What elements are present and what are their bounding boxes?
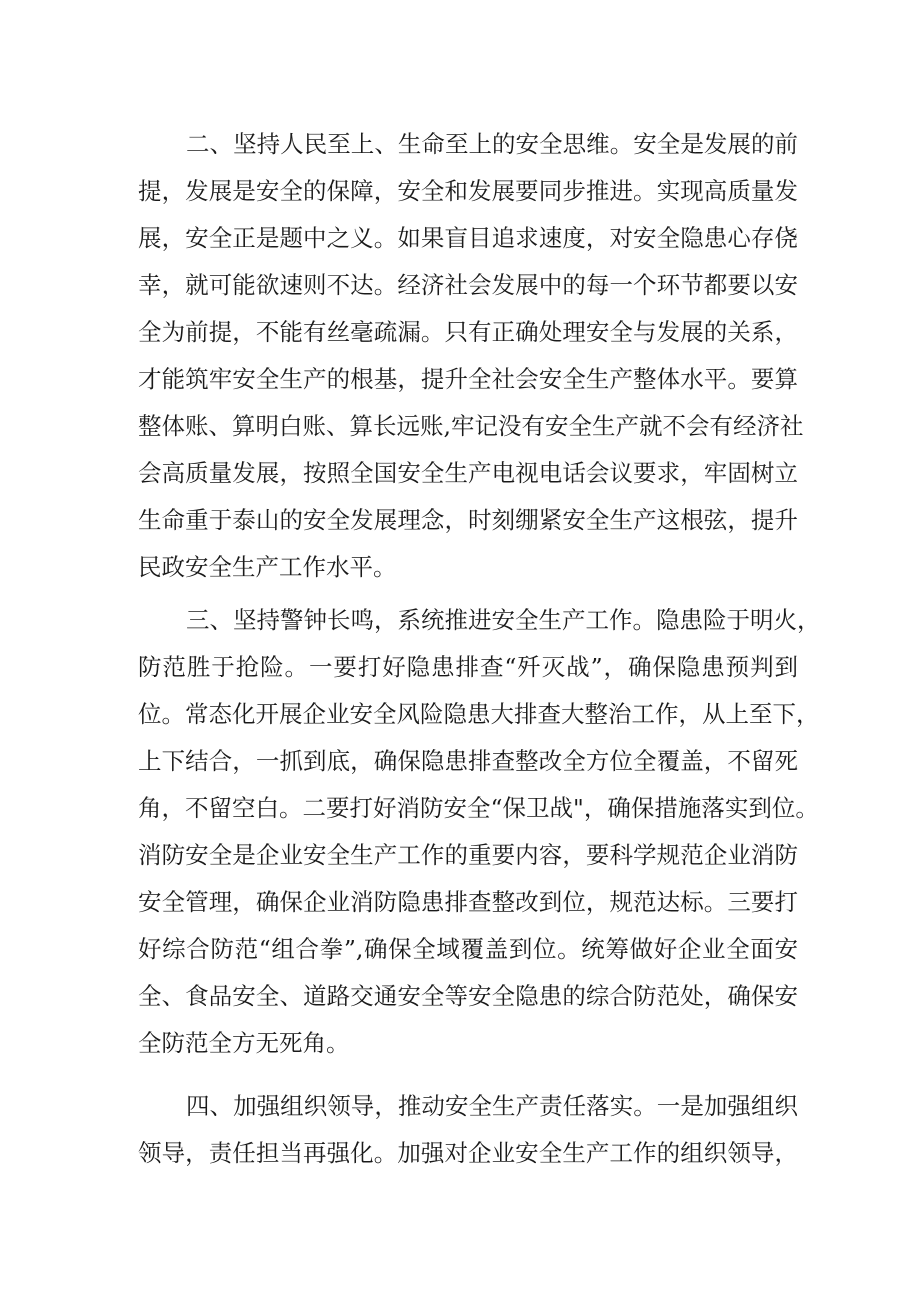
text-line: 全、食品安全、道路交通安全等安全隐患的综合防范处，确保安 [138, 982, 798, 1010]
text-line: 好综合防范“组合拳”,确保全域覆盖到位。统筹做好企业全面安 [138, 935, 798, 963]
text-line: 领导，责任担当再强化。加强对企业安全生产工作的组织领导， [138, 1139, 798, 1167]
paragraph-3 [138, 597, 821, 1067]
text-line: 消防安全是企业安全生产工作的重要内容，要科学规范企业消防 [138, 841, 798, 869]
text-line: 安全管理，确保企业消防隐患排查整改到位，规范达标。三要打 [138, 888, 798, 916]
text-line: 全为前提，不能有丝毫疏漏。只有正确处理安全与发展的关系， [138, 318, 798, 346]
text-line: 整体账、算明白账、算长远账,牢记没有安全生产就不会有经济社 [138, 412, 804, 440]
text-line: 二、坚持人民至上、生命至上的安全思维。安全是发展的前 [186, 130, 798, 158]
text-line: 幸，就可能欲速则不达。经济社会发展中的每一个环节都要以安 [138, 271, 798, 299]
text-line: 全防范全方无死角。 [138, 1029, 350, 1057]
text-line: 提，发展是安全的保障，安全和发展要同步推进。实现高质量发 [138, 177, 798, 205]
text-line: 民政安全生产工作水平。 [138, 553, 397, 581]
paragraph-4 [138, 1083, 798, 1177]
text-line: 三、坚持警钟长鸣，系统推进安全生产工作。隐患险于明火， [186, 606, 821, 634]
text-line: 角，不留空白。二要打好消防安全“保卫战"，确保措施落实到位。 [138, 794, 819, 822]
text-line: 防范胜于抢险。一要打好隐患排查“歼灭战”，确保隐患预判到 [138, 653, 798, 681]
text-line: 四、加强组织领导，推动安全生产责任落实。一是加强组织 [186, 1092, 798, 1120]
paragraph-2 [138, 121, 804, 591]
text-line: 上下结合，一抓到底，确保隐患排查整改全方位全覆盖，不留死 [138, 747, 798, 775]
text-line: 位。常态化开展企业安全风险隐患大排查大整治工作，从上至下， [138, 700, 820, 728]
text-line: 会高质量发展，按照全国安全生产电视电话会议要求，牢固树立 [138, 459, 798, 487]
text-line: 才能筑牢安全生产的根基，提升全社会安全生产整体水平。要算 [138, 365, 798, 393]
text-line: 展，安全正是题中之义。如果盲目追求速度，对安全隐患心存侥 [138, 224, 798, 252]
text-line: 生命重于泰山的安全发展理念，时刻绷紧安全生产这根弦，提升 [138, 506, 798, 534]
